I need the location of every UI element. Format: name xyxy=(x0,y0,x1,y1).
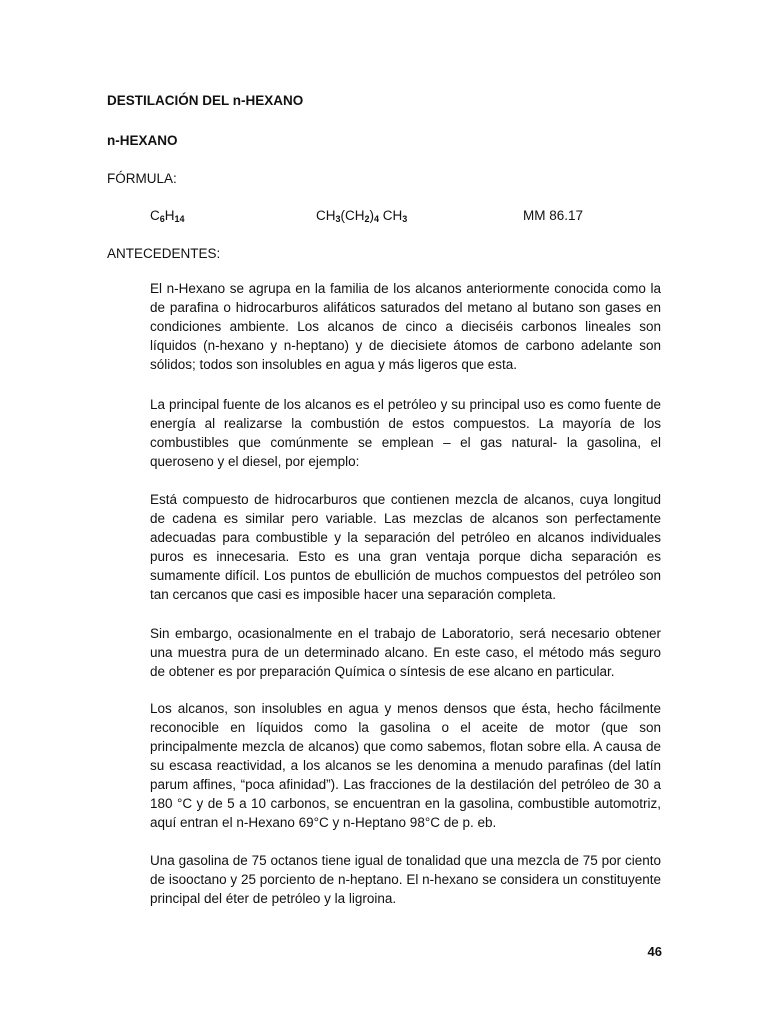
document-title: DESTILACIÓN DEL n-HEXANO xyxy=(107,93,304,108)
background-label: ANTECEDENTES: xyxy=(107,246,221,261)
formula-label: FÓRMULA: xyxy=(107,171,177,186)
page-number: 46 xyxy=(647,944,662,959)
paragraph-6: Una gasolina de 75 octanos tiene igual de tonalidad que una mezcla de 75 por ciento de isooctano y 25 porciento de n-heptano. El n-hexano se considera un constituyente principal del éter de petróleo y la ligroina. xyxy=(150,853,661,906)
paragraph-2: La principal fuente de los alcanos es el petróleo y su principal uso es como fuente de energía al realizarse la combustión de estos compuestos. La mayoría de los combustibles que comúnmente se emplean – el gas natural- la gasolina, el queroseno y el diesel, por ejemplo: xyxy=(150,397,661,469)
paragraph-3: Está compuesto de hidrocarburos que contienen mezcla de alcanos, cuya longitud de cadena es similar pero variable. Las mezclas de alcanos son perfectamente adecuadas para combustible y la separación del petróleo en alcanos individuales puros es innecesaria. Esto es una gran ventaja porque dicha separación es sumamente difícil. Los puntos de ebullición de muchos compuestos del petróleo son tan cercanos que casi es imposible hacer una separación completa. xyxy=(150,492,661,602)
molecular-formula: $C_6H_{14}$ xyxy=(150,208,185,224)
condensed-formula: $CH_3(CH_2)_4$ $CH_3$ xyxy=(316,208,408,224)
paragraph-4: Sin embargo, ocasionalmente en el trabajo de Laboratorio, será necesario obtener una muestra pura de un determinado alcano. En este caso, el método más seguro de obtener es por preparación Química o síntesis de ese alcano en particular. xyxy=(150,626,661,679)
paragraph-1: El n-Hexano se agrupa en la familia de los alcanos anteriormente conocida como la de parafina o hidrocarburos alifáticos saturados del metano al butano son gases en condiciones ambiente. Los alcanos de cinco a dieciséis carbonos lineales son líquidos (n-hexano y n-heptano) y de diecisiete átomos de carbono adelante son sólidos; todos son insolubles en agua y más ligeros que esta. xyxy=(150,281,661,372)
compound-heading: n-HEXANO xyxy=(107,133,178,148)
molar-mass: MM 86.17 xyxy=(523,208,584,223)
paragraph-5: Los alcanos, son insolubles en agua y menos densos que ésta, hecho fácilmente reconocible en líquidos como la gasolina o el aceite de motor (que son principalmente mezcla de alcanos) que como sabemos, flotan sobre ella. A causa de su escasa reactividad, a los alcanos se les denomina a menudo parafinas (del latín parum affines, “poca afinidad”). Las fracciones de la destilación del petróleo de 30 a 180 °C y de 5 a 10 carbonos, se encuentran en la gasolina, combustible automotriz, aquí entran el n-Hexano 69°C y n-Heptano 98°C de p. eb. xyxy=(150,701,661,830)
